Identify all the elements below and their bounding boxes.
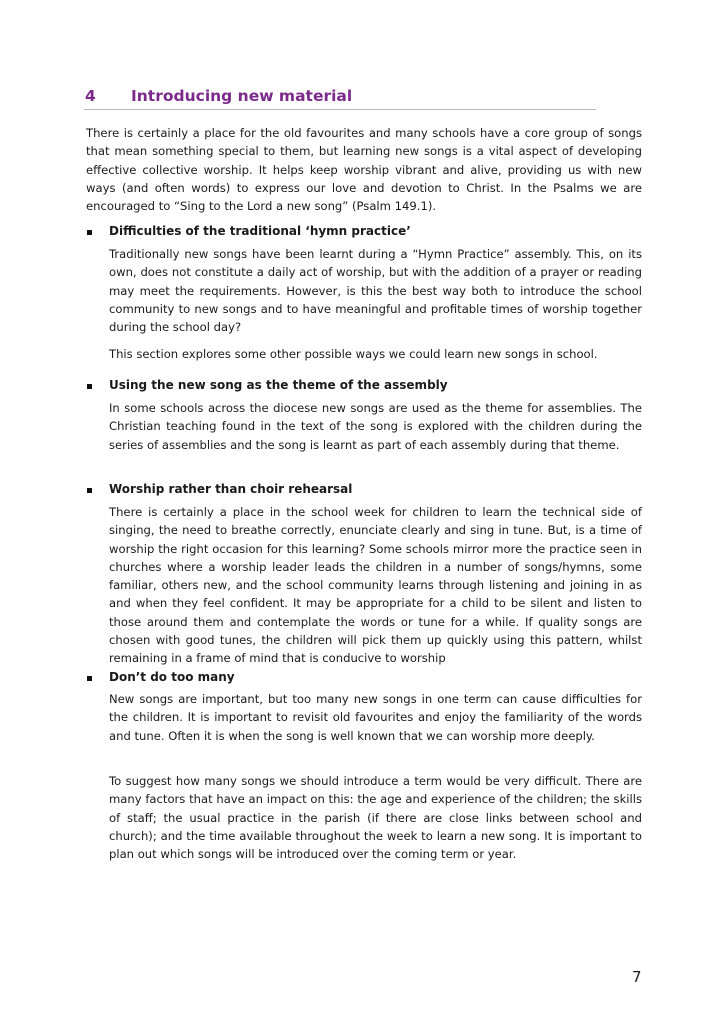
item-heading-new-song-theme: Using the new song as the theme of the assembly <box>109 378 448 392</box>
bullet-icon <box>87 676 92 681</box>
item-paragraph: New songs are important, but too many new songs in one term can cause difficulties for the children. It is important to revisit old favourites and enjoy the familiarity of the words and tune. Often it is when the song is well known that we can worship more deeply. <box>109 692 642 743</box>
page-number: 7 <box>632 968 642 986</box>
item-paragraph: To suggest how many songs we should introduce a term would be very difficult. There are many factors that have an impact on this: the age and experience of the children; the skills of staff; the usual practice in the parish (if there are close links between school and church); and the time available throughout the week to learn a new song. It is important to plan out which songs will be introduced over the coming term or year. <box>109 774 642 862</box>
bullet-icon <box>87 384 92 389</box>
item-heading-worship-rehearsal: Worship rather than choir rehearsal <box>109 482 353 496</box>
bullet-icon <box>87 230 92 235</box>
item-paragraph: This section explores some other possible ways we could learn new songs in school. <box>109 347 598 361</box>
item-paragraph: There is certainly a place in the school week for children to learn the technical side of singing, the need to breathe correctly, enunciate clearly and sing in tune. But, is a time of worship the right occasion for this learning? Some schools mirror more the practice seen in churches where a worship leader leads the children in a number of songs/hymns, some familiar, others new, and the school community learns through listening and joining in as and when they feel confident. It may be appropriate for a child to be silent and listen to those around them and contemplate the words or tune for a while. If quality songs are chosen with good tunes, the children will pick them up quickly using this pattern, whilst remaining in a frame of mind that is conducive to worship <box>109 505 642 666</box>
section-number: 4 <box>85 87 96 105</box>
section-title: Introducing new material <box>131 87 353 105</box>
item-heading-hymn-practice: Difficulties of the traditional ‘hymn practice’ <box>109 224 411 238</box>
bullet-icon <box>87 488 92 493</box>
section-heading <box>84 87 596 110</box>
item-heading-dont-do-too-many: Don’t do too many <box>109 670 235 684</box>
item-paragraph: In some schools across the diocese new songs are used as the theme for assemblies. The Christian teaching found in the text of the song is explored with the children during the series of assemblies and the song is learnt as part of each assembly during that theme. <box>109 401 642 452</box>
item-paragraph: Traditionally new songs have been learnt during a “Hymn Practice” assembly. This, on its own, does not constitute a daily act of worship, but with the addition of a prayer or reading may meet the requirements. However, is this the best way both to introduce the school community to new songs and to have meaningful and profitable times of worship together during the school day? <box>109 247 642 335</box>
intro-paragraph: There is certainly a place for the old favourites and many schools have a core group of songs that mean something special to them, but learning new songs is a vital aspect of developing effective collective worship. It helps keep worship vibrant and alive, providing us with new ways (and often words) to express our love and devotion to Christ. In the Psalms we are encouraged to “Sing to the Lord a new song” (Psalm 149.1). <box>86 126 642 214</box>
